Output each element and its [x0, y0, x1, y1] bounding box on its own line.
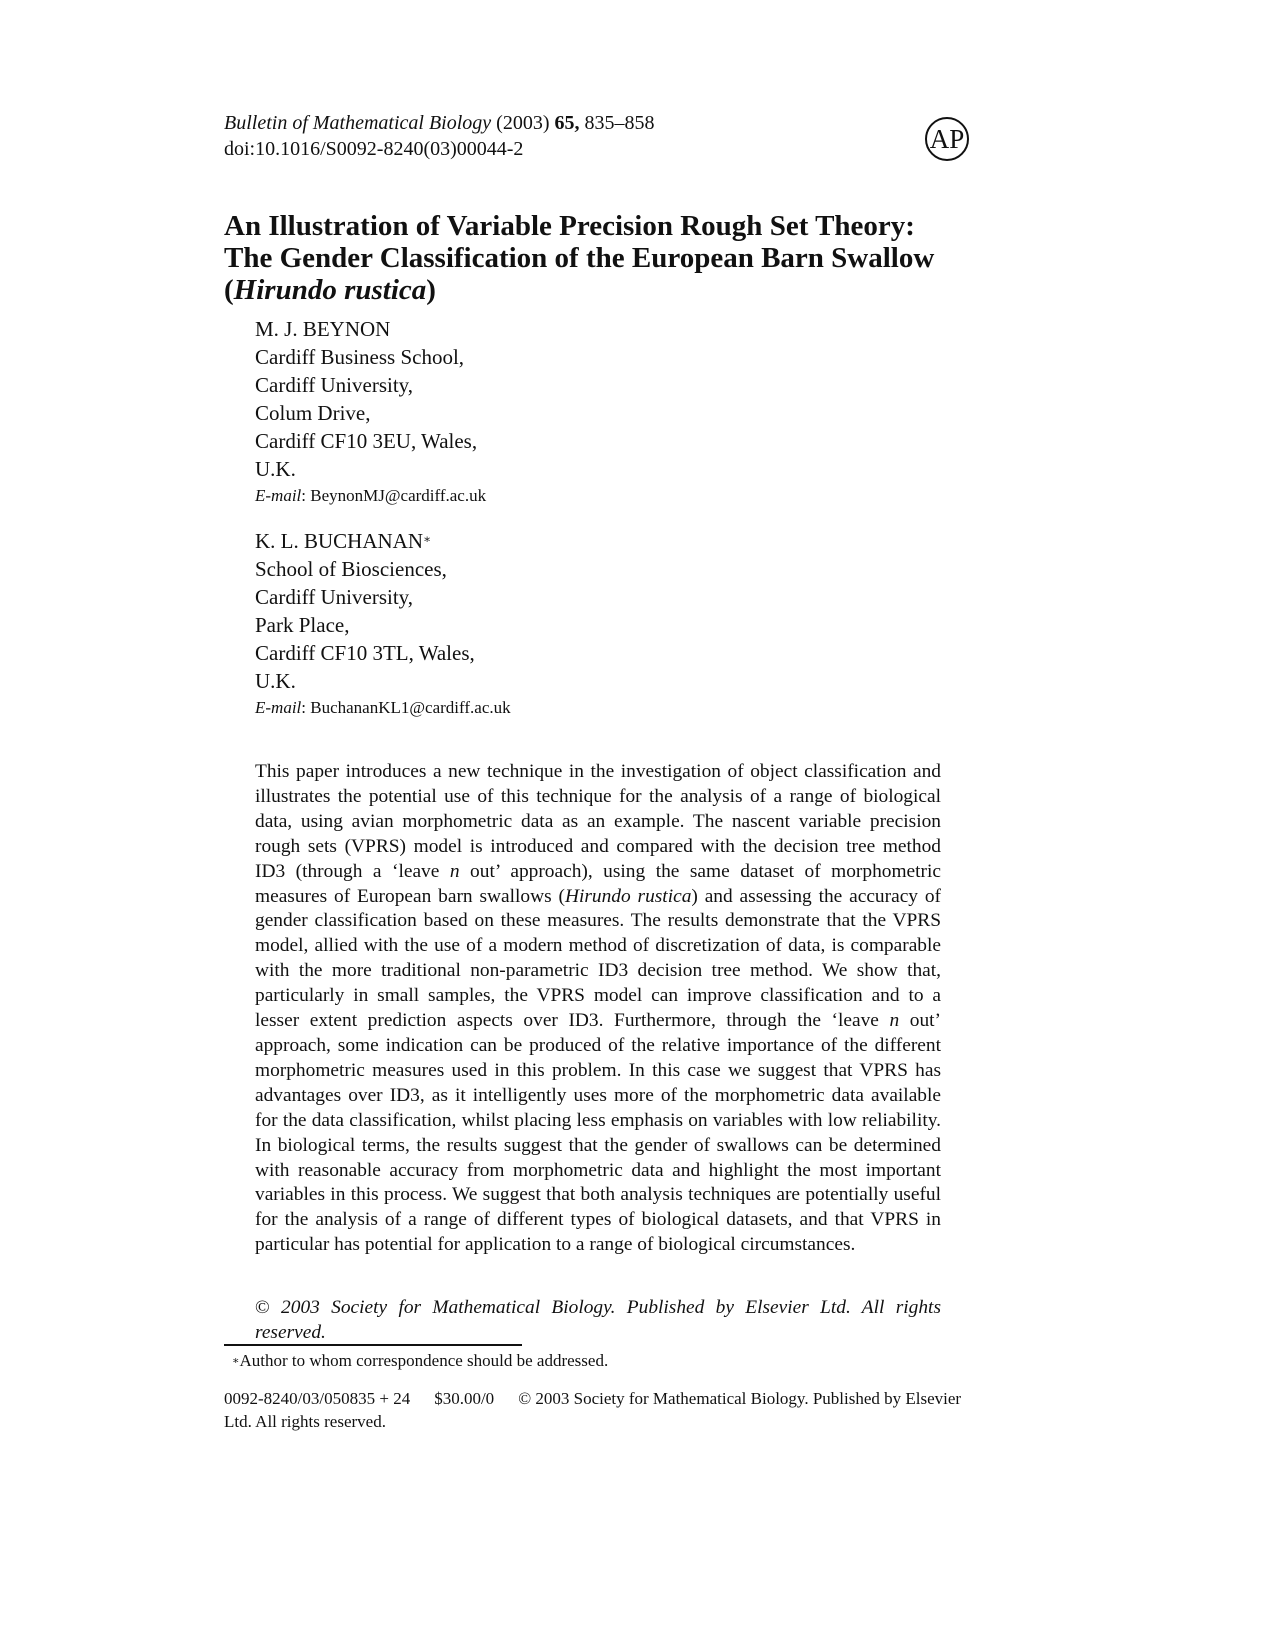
abstract-copyright	[255, 1296, 941, 1346]
author-address-line: Cardiff CF10 3EU, Wales,	[255, 429, 478, 453]
footnote-marker: ∗	[232, 1355, 240, 1367]
issn: 0092-8240/03/050835 + 24	[224, 1389, 411, 1408]
title-line-2: The Gender Classification of the European Barn Swallow	[224, 242, 935, 274]
author-email	[255, 695, 511, 721]
title-species: Hirundo rustica	[233, 274, 427, 306]
author-address-line: U.K.	[255, 669, 296, 693]
journal-pages: 835–858	[584, 112, 655, 134]
copyright-text: 2003 Society for Mathematical Biology. Published by Elsevier Ltd. All rights reserved.	[255, 1297, 941, 1343]
abstract	[255, 760, 941, 1258]
author-address-line: Cardiff University,	[255, 585, 414, 609]
author-address-line: U.K.	[255, 457, 296, 481]
author-block-2	[255, 527, 511, 721]
publication-info	[224, 1387, 976, 1433]
abstract-text: out’ approach, some indication can be produced of the relative importance of the different morphometric measures used in this problem. In this case we suggest that VPRS has advantages over ID3, as it intelligently uses more of the morphometric data available for the data classification, whilst placing less emphasis on variables with low reliability. In biological terms, the results suggest that the gender of swallows can be determined with reasonable accuracy from morphometric data and highlight the most important variables in this process. We suggest that both analysis techniques are potentially useful for the analysis of a range of different types of biological datasets, and that VPRS in particular has potential for application to a range of biological circumstances.	[255, 1010, 941, 1256]
paper-title	[224, 210, 984, 306]
email-label: E-mail	[255, 486, 302, 505]
price: $30.00/0	[434, 1389, 495, 1408]
journal-name: Bulletin of Mathematical Biology	[224, 112, 492, 134]
author-address-line: Cardiff Business School,	[255, 345, 465, 369]
author-address-line: Park Place,	[255, 613, 350, 637]
author-block-1	[255, 315, 486, 509]
title-paren-open: (	[224, 274, 234, 306]
journal-year: (2003)	[496, 112, 550, 134]
copyright-icon: ©	[255, 1297, 270, 1318]
copyright-icon: ©	[518, 1389, 532, 1408]
footnote-text: Author to whom correspondence should be addressed.	[239, 1351, 609, 1370]
author-address-line: School of Biosciences,	[255, 557, 447, 581]
author-address-line: Cardiff University,	[255, 373, 414, 397]
publisher-copyright: 2003 Society for Mathematical Biology. Published by Elsevier Ltd. All rights reserved.	[224, 1389, 962, 1431]
author-address-line: Colum Drive,	[255, 401, 371, 425]
logo-text: AP	[929, 124, 965, 154]
email-address: : BuchananKL1@cardiff.ac.uk	[301, 698, 511, 717]
citation-line	[224, 110, 655, 136]
abstract-text: This paper introduces a new technique in the investigation of object classification and illustrates the potential use of this technique for the analysis of a range of biological data, using avian morphometric data as an example. The nascent variable precision rough sets (VPRS) model is introduced and compared with the decision tree method ID3 (through a ‘leave	[255, 761, 941, 882]
author-name	[255, 527, 511, 555]
publisher-logo-icon	[925, 117, 969, 161]
email-label: E-mail	[255, 698, 302, 717]
footnote	[232, 1350, 608, 1372]
footnote-rule	[224, 1344, 522, 1346]
abstract-text: out’ approach), using the same dataset of morphometric measures of European barn swallows (	[255, 860, 942, 907]
author-name-text: K. L. BUCHANAN	[255, 529, 423, 553]
abstract-variable-n: n	[449, 860, 460, 882]
author-address-line: Cardiff CF10 3TL, Wales,	[255, 641, 475, 665]
corresponding-author-marker: ∗	[423, 532, 432, 546]
abstract-variable-n: n	[889, 1010, 900, 1032]
title-paren-close: )	[426, 274, 436, 306]
journal-header	[224, 110, 655, 162]
abstract-species: Hirundo rustica	[564, 885, 692, 907]
email-address: : BeynonMJ@cardiff.ac.uk	[301, 486, 487, 505]
author-email	[255, 483, 486, 509]
abstract-text: ) and assessing the accuracy of gender classification based on these measures. The results demonstrate that the VPRS model, allied with the use of a modern method of discretization of data, is comparable with the more traditional non-parametric ID3 decision tree method. We show that, particularly in small samples, the VPRS model can improve classification and to a lesser extent prediction aspects over ID3. Furthermore, through the ‘leave	[255, 885, 942, 1032]
title-line-1: An Illustration of Variable Precision Rough Set Theory:	[224, 210, 915, 242]
doi: doi:10.1016/S0092-8240(03)00044-2	[224, 138, 524, 160]
author-name: M. J. BEYNON	[255, 317, 391, 341]
journal-volume: 65,	[554, 112, 580, 134]
